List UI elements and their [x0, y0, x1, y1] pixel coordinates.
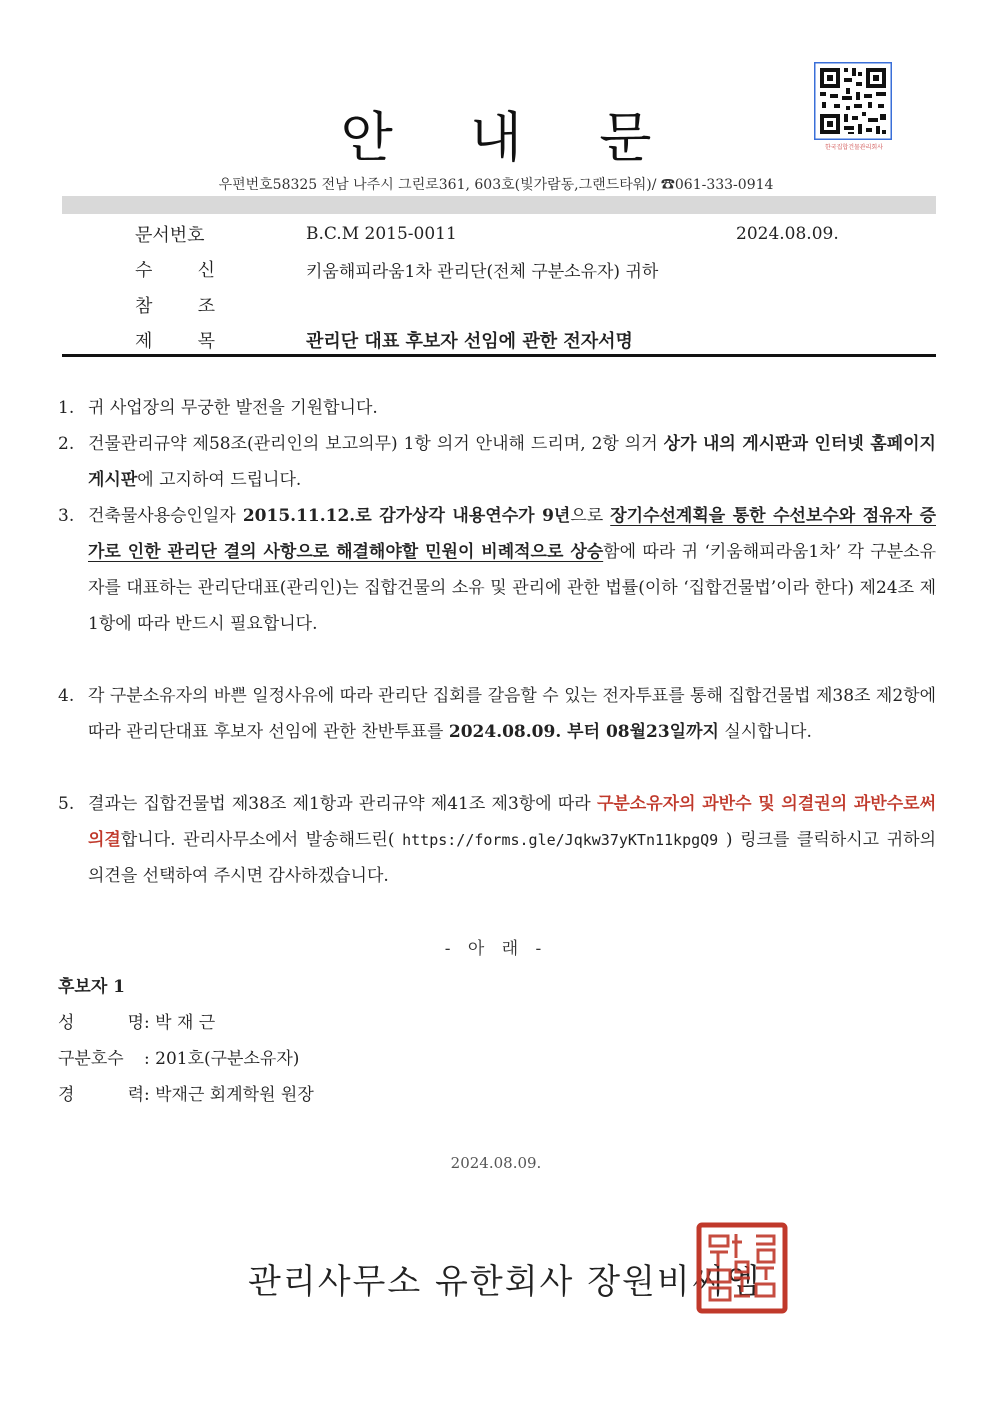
qr-code-icon — [814, 62, 892, 140]
red-highlight-text: 구분소유자의 과반수 및 의결권의 과반수로써 의결 — [88, 794, 936, 850]
reference-label: 참 조 — [135, 296, 215, 317]
sender-address: 우편번호58325 전남 나주시 그린로361, 603호(빛가람동,그랜드타워)/ ☎061-333-0914 — [218, 177, 774, 193]
paragraph-2: 2. 건물관리규약 제58조(관리인의 보고의무) 1항 의거 안내해 드리며, 2항 의거 상가 내의 게시판과 인터넷 홈페이지 게시판에 고지하여 드립니다. — [58, 426, 936, 498]
paragraph-number: 5. — [58, 794, 75, 814]
issuer-signature: 관리사무소 유한회사 장원비씨엠 — [248, 1262, 762, 1302]
doc-number-value: B.C.M 2015-0011 — [306, 224, 457, 244]
paragraph-number: 1. — [58, 398, 75, 418]
paragraph-number: 3. — [58, 506, 75, 526]
paragraph-number: 4. — [58, 686, 75, 706]
subject-value: 관리단 대표 후보자 선임에 관한 전자서명 — [306, 331, 633, 352]
doc-number-label: 문서번호 — [135, 225, 205, 246]
document-date: 2024.08.09. — [736, 224, 839, 244]
paragraph-number: 2. — [58, 434, 75, 454]
candidate-title: 후보자 1 — [58, 977, 126, 997]
header-rule — [62, 354, 936, 357]
paragraph-3: 3. 건축물사용승인일자 2015.11.12.로 감가상각 내용연수가 9년으로 장기수선계획을 통한 수선보수와 점유자 증가로 인한 관리단 결의 사항으로 해결해야할 민원이 비례적으로 상승함에 따라 귀 ‘키움해피라움1차’ 각 구분소유자를 대표하는 관리단대표(관리인)는 집합건물의 소유 및 관리에 관한 법률(이하 ‘집합건물법’이라 한다) 제24조 제1항에 따라 반드시 필요합니다. — [58, 498, 936, 642]
candidate-unit-row: 구분호수 : 201호(구분소유자) — [58, 1049, 300, 1069]
candidate-name-row: 성 명 : 박 재 근 — [58, 1013, 216, 1033]
paragraph-5: 5. 결과는 집합건물법 제38조 제1항과 관리규약 제41조 제3항에 따라 구분소유자의 과반수 및 의결권의 과반수로써 의결합니다. 관리사무소에서 발송해드린( https://forms.gle/Jqkw37yKTn11kpgQ9 ) 링크를 클릭하시고 귀하의 의견을 선택하여 주시면 감사하겠습니다. — [58, 786, 936, 894]
section-heading: - 아 래 - — [444, 939, 548, 959]
underlined-bold-text: 장기수선계획을 통한 수선보수와 점유자 증가로 인한 관리단 결의 사항으로 해결해야할 민원이 비례적으로 상승 — [88, 506, 936, 562]
company-seal-icon — [696, 1222, 788, 1314]
footer-date: 2024.08.09. — [450, 1154, 542, 1172]
candidate-career: : 박재근 회계학원 원장 — [144, 1085, 314, 1105]
paragraph-1: 1. 귀 사업장의 무궁한 발전을 기원합니다. — [58, 390, 936, 426]
recipient-label: 수 신 — [135, 260, 215, 281]
candidate-unit: : 201호(구분소유자) — [144, 1049, 300, 1069]
document-title: 안 내 문 — [340, 106, 682, 169]
candidate-career-row: 경 력 : 박재근 회계학원 원장 — [58, 1085, 314, 1105]
paragraph-4: 4. 각 구분소유자의 바쁜 일정사유에 따라 관리단 집회를 갈음할 수 있는 전자투표를 통해 집합건물법 제38조 제2항에 따라 관리단대표 후보자 선임에 관한 찬반투표를 2024.08.09. 부터 08월23일까지 실시합니다. — [58, 678, 936, 750]
recipient-value: 키움해피라움1차 관리단(전체 구분소유자) 귀하 — [306, 262, 659, 282]
qr-caption: 한국집합건물관리회사 — [825, 144, 883, 151]
header-divider-bar — [62, 196, 936, 214]
bold-text: 2015.11.12.로 감가상각 내용연수가 9년 — [242, 506, 571, 526]
subject-label: 제 목 — [135, 331, 215, 352]
bold-text: 상가 내의 게시판과 인터넷 홈페이지 게시판 — [88, 434, 936, 490]
candidate-name: : 박 재 근 — [144, 1013, 216, 1033]
bold-text: 2024.08.09. 부터 08월23일까지 — [448, 722, 719, 742]
form-link[interactable]: https://forms.gle/Jqkw37yKTn11kpgQ9 — [402, 831, 719, 849]
